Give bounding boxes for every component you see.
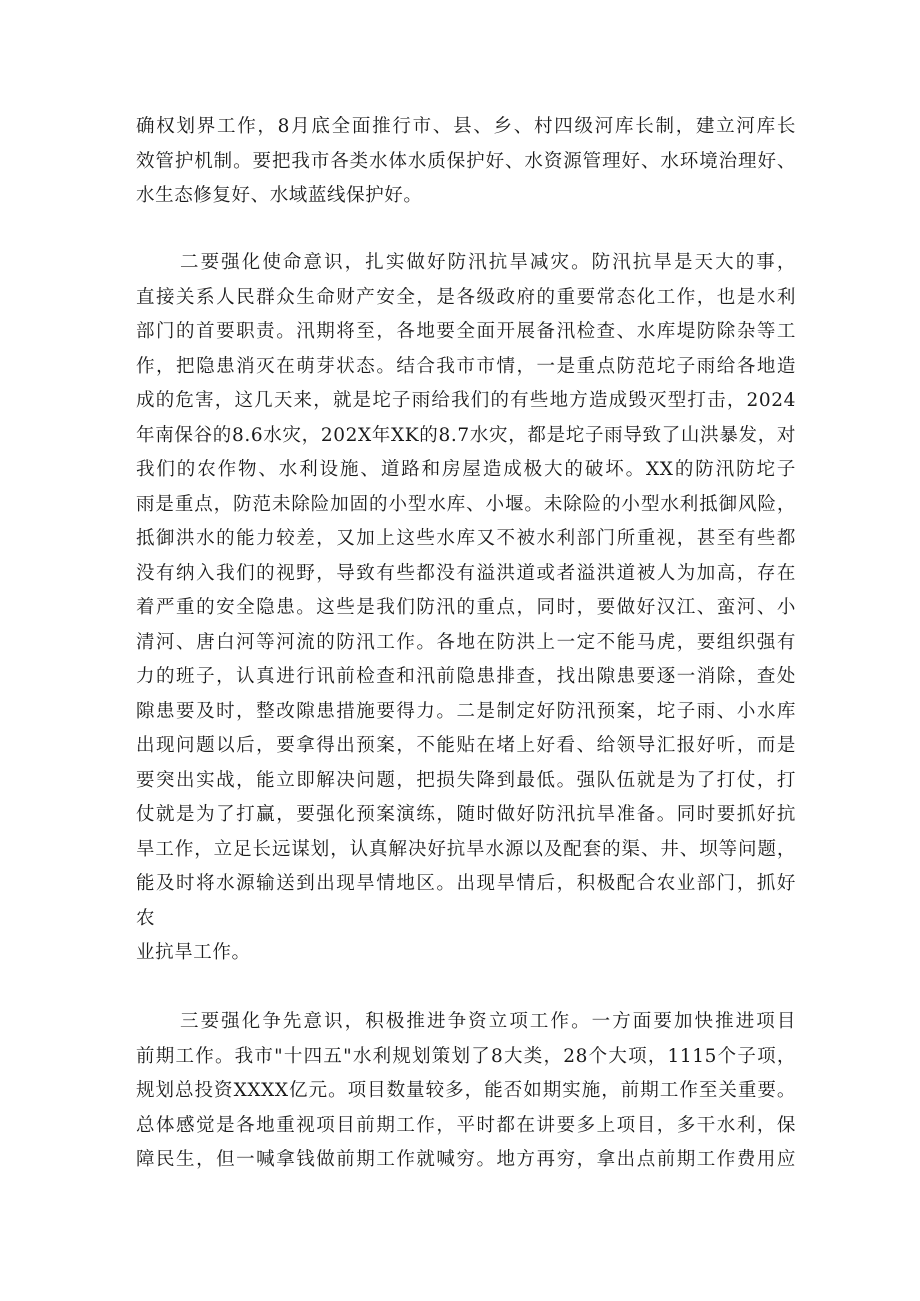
text-line: 能及时将水源输送到出现旱情地区。出现旱情后，积极配合农业部门，抓好 <box>136 873 796 894</box>
text-line: 仗就是为了打赢，要强化预案演练，随时做好防汛抗旱准备。同时要抓好抗 <box>136 804 796 825</box>
text-line: 要突出实战，能立即解决问题，把损失降到最低。强队伍就是为了打仗，打 <box>136 769 796 791</box>
text-line: 前期工作。我市"十四五"水利规划策划了8大类，28个大项，1115个子项， <box>136 1045 796 1067</box>
text-line: 成的危害，这几天来，就是坨子雨给我们的有些地方造成毁灭型打击，2024 <box>136 390 796 411</box>
text-line: 部门的首要职责。汛期将至，各地要全面开展备汛检查、水库堤防除杂等工 <box>136 321 796 342</box>
text-line: 直接关系人民群众生命财产安全，是各级政府的重要常态化工作，也是水利 <box>136 286 796 308</box>
text-line: 出现问题以后，要拿得出预案，不能贴在堵上好看、给领导汇报好听，而是 <box>136 735 796 756</box>
text-line: 总体感觉是各地重视项目前期工作，平时都在讲要多上项目，多干水利，保 <box>136 1114 796 1136</box>
text-line: 效管护机制。要把我市各类水体水质保护好、水资源管理好、水环境治理好、 <box>136 150 796 172</box>
text-line: 清河、唐白河等河流的防汛工作。各地在防洪上一定不能马虎，要组织强有 <box>136 631 796 653</box>
paragraph-project-funding <box>136 1005 796 1178</box>
text-line: 确权划界工作，8月底全面推行市、县、乡、村四级河库长制，建立河库长 <box>136 116 796 137</box>
text-line: 年南保谷的8.6水灾，202X年XK的8.7水灾，都是坨子雨导致了山洪暴发，对 <box>136 424 796 446</box>
text-line: 抵御洪水的能力较差，又加上这些水库又不被水利部门所重视，甚至有些都 <box>136 528 796 549</box>
text-line: 没有纳入我们的视野，导致有些都没有溢洪道或者溢洪道被人为加高，存在 <box>136 562 796 584</box>
text-line: 雨是重点，防范未除险加固的小型水库、小堰。未除险的小型水利抵御风险， <box>136 493 796 515</box>
text-line: 旱工作，立足长远谋划，认真解决好抗旱水源以及配套的渠、井、坝等问题， <box>136 838 796 860</box>
text-line: 障民生，但一喊拿钱做前期工作就喊穷。地方再穷，拿出点前期工作费用应 <box>136 1149 796 1170</box>
text-line: 我们的农作物、水利设施、道路和房屋造成极大的破坏。XX的防汛防坨子 <box>136 459 796 480</box>
text-line: 隙患要及时，整改隙患措施要得力。二是制定好防汛预案，坨子雨、小水库 <box>136 700 796 722</box>
text-line: 二要强化使命意识，扎实做好防汛抗旱减灾。防汛抗旱是天大的事， <box>180 252 796 273</box>
text-line: 水生态修复好、水域蓝线保护好。 <box>136 185 423 206</box>
paragraph-river-management <box>136 110 796 214</box>
text-line: 力的班子，认真进行讯前检查和汛前隐患排查，找出隙患要逐一消除，查处 <box>136 666 796 687</box>
text-line: 着严重的安全隐患。这些是我们防汛的重点，同时，要做好汉江、蛮河、小 <box>136 597 796 618</box>
text-line: 农 <box>136 907 156 929</box>
text-line: 作，把隐患消灭在萌芽状态。结合我市市情，一是重点防范坨子雨给各地造 <box>136 355 796 377</box>
paragraph-flood-control <box>136 246 796 971</box>
text-line: 业抗旱工作。 <box>136 942 251 963</box>
text-line: 三要强化争先意识，积极推进争资立项工作。一方面要加快推进项目 <box>180 1011 796 1032</box>
text-line: 规划总投资XXXX亿元。项目数量较多，能否如期实施，前期工作至关重要。 <box>136 1080 796 1101</box>
